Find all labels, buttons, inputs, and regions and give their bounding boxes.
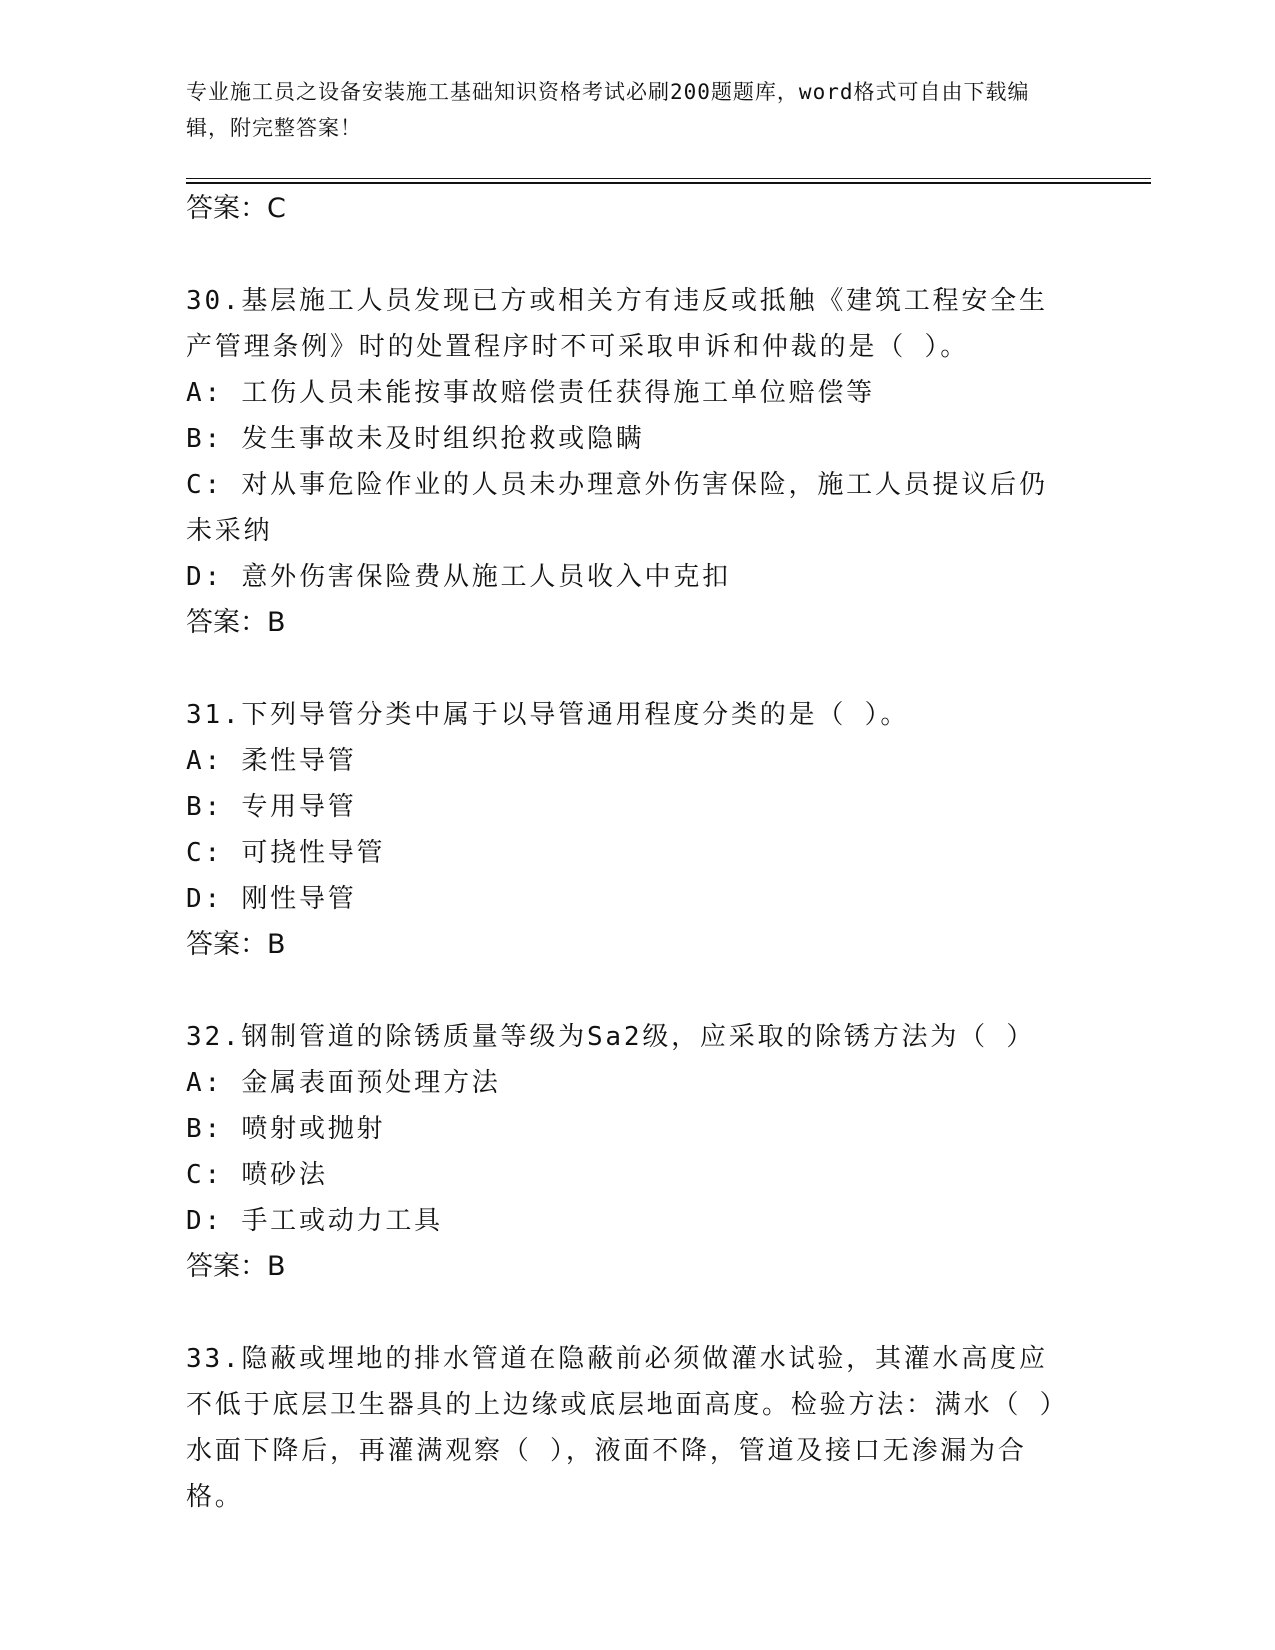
option-a: A: 工伤人员未能按事故赔偿责任获得施工单位赔偿等 bbox=[186, 378, 875, 408]
question-block bbox=[186, 692, 1086, 968]
question-text: 31.下列导管分类中属于以导管通用程度分类的是（ ）。 bbox=[186, 700, 910, 730]
answer-line: 答案：C bbox=[186, 193, 286, 224]
option-d: D: 刚性导管 bbox=[186, 884, 357, 914]
question-text: 30.基层施工人员发现已方或相关方有违反或抵触《建筑工程安全生产管理条例》时的处置程序时不可采取申诉和仲裁的是（ ）。 bbox=[186, 286, 1048, 362]
option-a: A: 金属表面预处理方法 bbox=[186, 1068, 501, 1098]
option-a: A: 柔性导管 bbox=[186, 746, 357, 776]
question-block bbox=[186, 1336, 1086, 1520]
question-list bbox=[186, 186, 1086, 1520]
document-header: 专业施工员之设备安装施工基础知识资格考试必刷200题题库，word格式可自由下载编辑，附完整答案！ bbox=[186, 80, 1030, 140]
question-text: 33.隐蔽或埋地的排水管道在隐蔽前必须做灌水试验，其灌水高度应不低于底层卫生器具的上边缘或底层地面高度。检验方法：满水（ ）水面下降后，再灌满观察（ ），液面不降，管道及接口无渗漏为合格。 bbox=[186, 1344, 1056, 1512]
option-c: C: 对从事危险作业的人员未办理意外伤害保险，施工人员提议后仍未采纳 bbox=[186, 470, 1048, 546]
option-b: B: 喷射或抛射 bbox=[186, 1114, 386, 1144]
option-b: B: 发生事故未及时组织抢救或隐瞒 bbox=[186, 424, 645, 454]
option-d: D: 意外伤害保险费从施工人员收入中克扣 bbox=[186, 562, 731, 592]
answer-line: 答案：B bbox=[186, 929, 286, 960]
option-d: D: 手工或动力工具 bbox=[186, 1206, 443, 1236]
option-c: C: 可挠性导管 bbox=[186, 838, 386, 868]
option-b: B: 专用导管 bbox=[186, 792, 357, 822]
header-divider-thick bbox=[186, 182, 1151, 184]
answer-line: 答案：B bbox=[186, 607, 286, 638]
question-block bbox=[186, 1014, 1086, 1290]
question-text: 32.钢制管道的除锈质量等级为Sa2级，应采取的除锈方法为（ ） bbox=[186, 1022, 1036, 1052]
header-divider-thin bbox=[186, 178, 1151, 179]
option-c: C: 喷砂法 bbox=[186, 1160, 328, 1190]
question-block bbox=[186, 278, 1086, 646]
answer-line: 答案：B bbox=[186, 1251, 286, 1282]
